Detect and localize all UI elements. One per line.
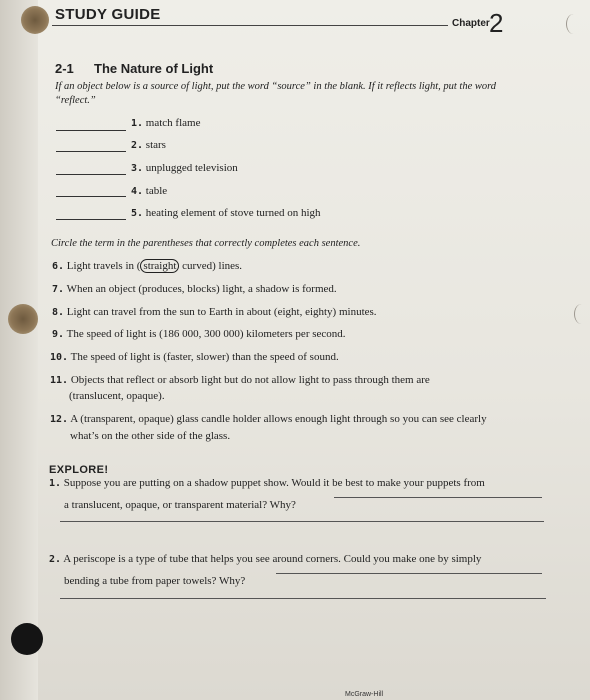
- circle-instructions: Circle the term in the parentheses that correctly completes each sentence.: [51, 238, 361, 249]
- question-9: 9. The speed of light is (186 000, 300 000) kilometers per second.: [52, 328, 346, 340]
- question-12: 12. A (transparent, opaque) glass candle holder allows enough light through so you can see clearly: [50, 413, 487, 425]
- answer-blank-5[interactable]: [56, 219, 126, 220]
- answer-blank-1[interactable]: [56, 130, 126, 131]
- question-11-continued: (translucent, opaque).: [69, 390, 165, 402]
- binder-margin: [0, 0, 38, 700]
- publisher-logo: McGraw-Hill: [345, 691, 384, 698]
- punch-hole-middle: [8, 304, 38, 334]
- explore-question-1-continued: a translucent, opaque, or transparent material? Why?: [64, 499, 296, 511]
- header-rule: [52, 25, 448, 26]
- answer-blank-3[interactable]: [56, 174, 126, 175]
- explore-heading: EXPLORE!: [49, 464, 109, 476]
- edge-mark-middle: [574, 304, 589, 324]
- list-item: 2. stars: [131, 139, 166, 151]
- question-11: 11. Objects that reflect or absorb light but do not allow light to pass through them are: [50, 374, 430, 386]
- list-item: 1. match flame: [131, 117, 201, 129]
- circled-answer[interactable]: straight: [140, 259, 179, 273]
- list-item: 5. heating element of stove turned on high: [131, 207, 321, 219]
- list-item: 4. table: [131, 185, 168, 197]
- study-guide-title: STUDY GUIDE: [55, 6, 161, 23]
- question-7: 7. When an object (produces, blocks) light, a shadow is formed.: [52, 283, 337, 295]
- edge-mark-top: [566, 14, 581, 34]
- list-item: 3. unplugged television: [131, 162, 238, 174]
- question-12-continued: what’s on the other side of the glass.: [70, 430, 231, 442]
- chapter-number: 2: [489, 8, 504, 38]
- explore-1-answer-line-2[interactable]: [60, 521, 544, 522]
- punch-hole-bottom: [11, 623, 43, 655]
- explore-2-answer-line-1[interactable]: [276, 573, 542, 574]
- explore-2-answer-line-2[interactable]: [60, 598, 546, 599]
- question-6: 6. Light travels in ( straight curved) lines.: [52, 260, 243, 272]
- question-10: 10. The speed of light is (faster, slower) than the speed of sound.: [50, 351, 339, 363]
- explore-1-answer-line-1[interactable]: [334, 497, 542, 498]
- chapter-label: Chapter: [452, 18, 490, 29]
- instructions-line-2: “reflect.”: [55, 95, 96, 106]
- explore-question-1: 1. Suppose you are putting on a shadow puppet show. Would it be best to make your puppets from: [49, 477, 485, 489]
- section-number: 2-1: [55, 61, 74, 76]
- section-title: The Nature of Light: [94, 61, 214, 76]
- explore-question-2: 2. A periscope is a type of tube that helps you see around corners. Could you make one by simply: [49, 553, 482, 565]
- question-8: 8. Light can travel from the sun to Earth in about (eight, eighty) minutes.: [52, 306, 377, 318]
- answer-blank-4[interactable]: [56, 196, 126, 197]
- explore-question-2-continued: bending a tube from paper towels? Why?: [64, 575, 246, 587]
- punch-hole-top: [21, 6, 49, 34]
- answer-blank-2[interactable]: [56, 151, 126, 152]
- instructions-line-1: If an object below is a source of light, put the word “source” in the blank. If it reflects light, put the word: [55, 81, 497, 92]
